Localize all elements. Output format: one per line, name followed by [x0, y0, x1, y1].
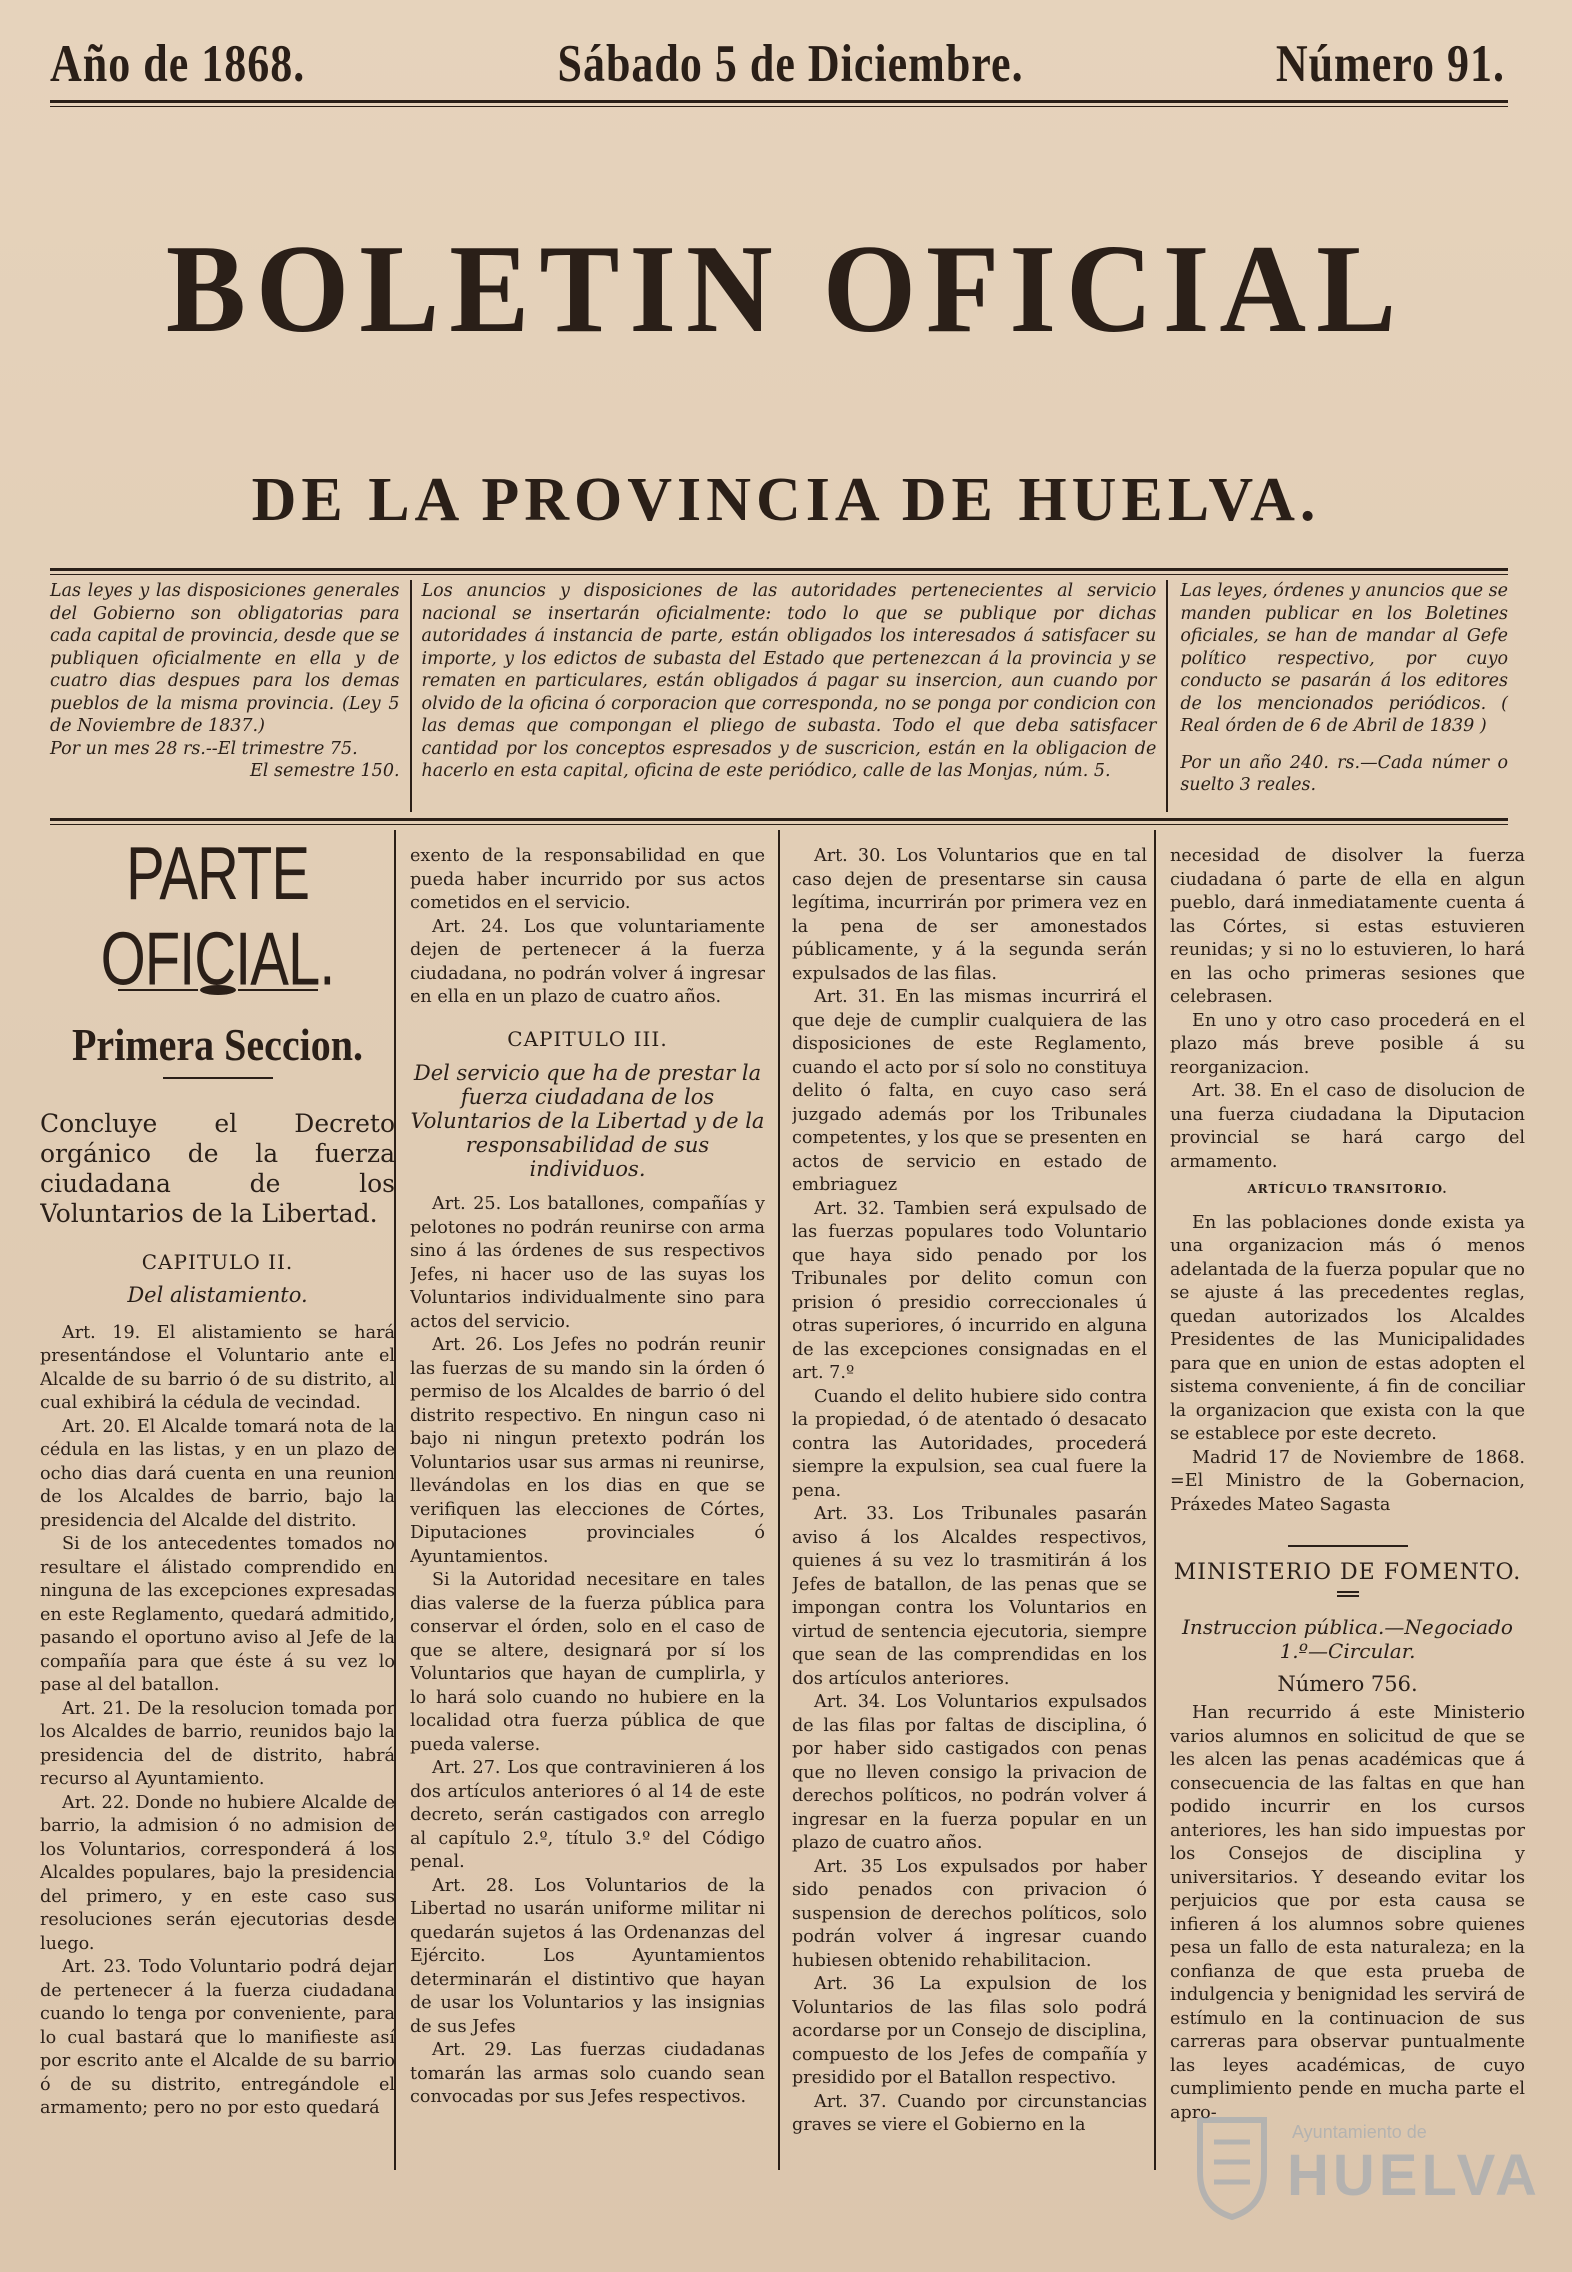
watermark-city: HUELVA [1287, 2143, 1541, 2208]
article-paragraph: Art. 29. Las fuerzas ciudadanas tomarán las armas solo cuando sean convocadas por sus Jefes respectivos. [410, 2040, 765, 2107]
decree-title: Concluye el Decreto orgánico de la fuerza ciudadana de los Voluntarios de la Libertad. [40, 1108, 395, 1228]
article-paragraph: Art. 23. Todo Voluntario podrá dejar de pertenecer á la fuerza ciudadana cuando lo tenga por conveniente, para lo cual bastará que lo manifieste así por escrito ante el Alcalde de su barrio ó de su distrito, entregándole el armamento; pero no por esto quedará [40, 1957, 395, 2118]
notice-laws [50, 580, 410, 812]
ministry-heading: MINISTERIO DE FOMENTO. [1173, 1560, 1522, 1585]
chapter-subtitle: Del alistamiento. [127, 1283, 308, 1307]
notice-price-year: Por un año 240. rs.—Cada númer o suelto 3 reales. [1180, 752, 1508, 795]
newspaper-title: BOLETIN OFICIAL [165, 218, 1407, 359]
article-column-1 [40, 845, 395, 2175]
article-paragraph: En uno y otro caso procederá en el plazo más breve posible á su reorganizacion. [1170, 1010, 1525, 1078]
notice-laws-text: Las leyes y las disposiciones generales del Gobierno son obligatorias para cada capital de provincia, desde que se publiquen oficialmente en ella y de cuatro dias despues para los demas pueblos de la misma provincia. (Ley 5 de Noviembre de 1837.) [50, 581, 400, 736]
body-top-rule [50, 818, 1508, 821]
chapter-subtitle: Del servicio que ha de prestar la fuerza ciudadana de los Voluntarios de la Libertad y de la responsabilidad de sus individuos. [410, 1061, 765, 1181]
watermark-label: Ayuntamiento de [1292, 2122, 1427, 2142]
article-paragraph: Art. 30. Los Voluntarios que en tal caso dejen de presentarse sin causa legítima, incurrirán por primera vez en la pena de ser amonestados públicamente, y á la segunda serán expulsados de las filas. [792, 846, 1147, 984]
article-paragraph: Art. 34. Los Voluntarios expulsados de las filas por faltas de disciplina, ó por haber sido castigados con penas que no lleven consigo la privacion de derechos políticos, no podrán volver á ingresar en la fuerza popular en un plazo de cuatro años. [792, 1692, 1147, 1853]
city-shield-icon [1192, 2112, 1272, 2222]
article-paragraph: Art. 31. En las mismas incurrirá el que deje de cumplir cualquiera de las disposiciones de este Reglamento, cuando el acto por sí solo no constituya delito ó falta, en cuyo caso será juzgado además por los Tribunales competentes, y los que se presenten en actos de servicio en estado de embriaguez [792, 987, 1147, 1195]
short-divider [163, 1077, 273, 1079]
short-divider [1337, 1591, 1359, 1593]
masthead-rule [50, 100, 1508, 103]
article-paragraph: Art. 22. Donde no hubiere Alcalde de barrio, la admision ó no admision de los Voluntarios, corresponderá á los Alcaldes populares, bajo la presidencia del primero, y en este caso sus resoluciones serán ejecutorias desde luego. [40, 1792, 395, 1954]
notice-price-semester: El semestre 150. [250, 761, 400, 781]
transitory-article-heading: ARTÍCULO TRANSITORIO. [1247, 1182, 1448, 1196]
article-column-2 [410, 845, 765, 2175]
notice-publication-text: Las leyes, órdenes y anuncios que se manden publicar en los Boletines oficiales, se han de mandar al Gefe político respectivo, por cuyo conducto se pasarán á los editores de los mencionados periódicos. ( Real órden de 6 de Abril de 1839 ) [1180, 581, 1508, 736]
article-paragraph: Art. 35 Los expulsados por haber sido penados con privacion ó suspension de derechos políticos, solo podrán volver á ingresar cuando hubiesen obtenido rehabilitacion. [792, 1856, 1147, 1971]
section-heading: PARTE OFICIAL. [100, 845, 335, 1002]
short-divider [1337, 1595, 1359, 1597]
newspaper-subtitle: DE LA PROVINCIA DE HUELVA. [251, 466, 1321, 534]
issue-number: Número 91. [1275, 33, 1505, 93]
article-paragraph: Art. 33. Los Tribunales pasarán aviso á los Alcaldes respectivos, quienes á su vez lo trasmitirán á los Jefes de batallon, de las penas que se impongan contra los Voluntarios en virtud de sentencia ejecutoria, siempre que sean de las comprendidas en los dos artículos anteriores. [792, 1504, 1147, 1689]
article-paragraph: necesidad de disolver la fuerza ciudadana ó parte de ella en algun pueblo, dará inmediatamente cuenta á las Córtes, si estas estuvieren reunidas; y si no lo estuvieren, lo hará en las ocho primeras sesiones que celebrasen. [1170, 846, 1525, 1007]
masthead-dateline [50, 28, 1505, 98]
article-paragraph: exento de la responsabilidad en que pueda haber incurrido por sus actos cometidos en el servicio. [410, 846, 765, 913]
article-paragraph: Art. 21. De la resolucion tomada por los Alcaldes de barrio, reunidos bajo la presidencia del de distrito, habrá recurso al Ayuntamiento. [40, 1698, 395, 1789]
notice-price-month: Por un mes 28 rs.--El trimestre 75. [50, 738, 358, 759]
circular-number: Número 756. [1277, 1671, 1418, 1696]
article-paragraph: Art. 37. Cuando por circunstancias graves se viere el Gobierno en la [792, 2091, 1147, 2135]
notice-announcements [410, 580, 1169, 812]
subsection-heading: Primera Seccion. [72, 1018, 363, 1071]
article-paragraph: Han recurrido á este Ministerio varios alumnos en solicitud de que se les alcen las penas académicas que á consecuencia de las faltas en que han podido incurrir en los cursos anteriores, les han sido impuestas por los Consejos de disciplina y universitarios. Y deseando evitar los perjuicios que por esta causa se infieren á los alumnos sobre quienes pesa un fallo de esta naturaleza; en la confianza de que esta prueba de indulgencia y benignidad les servirá de estímulo en la continuacion de sus carreras para observar puntualmente las leyes académicas, de cuyo cumplimiento pende en mucha parte el apro- [1170, 1703, 1525, 2123]
masthead-rule-thin [50, 106, 1508, 107]
notice-announcements-text: Los anuncios y disposiciones de las autoridades pertenecientes al servicio nacional se insertarán oficialmente: todo lo que se publique por dichas autoridades á instancia de parte, están obligados los interesados á satisfacer su importe, y los edictos de subasta del Estado que pertenezcan á la provincia y se rematen en particulares, están obligados á pagar su insercion, aun cuando por olvido de la oficina ó corporacion que corresponda, no se ponga por condicion con las demas que compongan el pliego de subasta. Todo el que deba satisfacer cantidad por los conceptos espresados y de suscricion, están en la obligacion de hacerlo en esta capital, oficina de este periódico, calle de las Monjas, núm. 5. [421, 581, 1157, 781]
article-column-3 [792, 845, 1147, 2175]
article-paragraph: Art. 24. Los que voluntariamente dejen de pertenecer á la fuerza ciudadana, no podrán volver á ingresar en ella en un plazo de cuatro años. [410, 916, 765, 1007]
article-paragraph: Art. 38. En el caso de disolucion de una fuerza ciudadana la Diputacion provincial se hará cargo del armamento. [1170, 1081, 1525, 1172]
body-top-rule-thin [50, 824, 1508, 825]
article-column-4 [1170, 845, 1525, 2175]
chapter-heading: CAPITULO II. [141, 1249, 294, 1274]
article-paragraph: Art. 20. El Alcalde tomará nota de la cédula en las listas, y en un plazo de ocho dias dará cuenta en una reunion de los Alcaldes de barrio, bajo la presidencia del Alcalde del distrito. [40, 1416, 395, 1531]
article-paragraph: Art. 27. Los que contravinieren á los dos artículos anteriores ó al 14 de este decreto, serán castigados con arreglo al capítulo 2.º, título 3.º del Código penal. [410, 1758, 765, 1872]
article-paragraph: Art. 25. Los batallones, compañías y pelotones no podrán reunirse con arma sino á las órdenes de sus respectivos Jefes, ni hacer uso de las suyas los Voluntarios individualmente sino para actos del servicio. [410, 1194, 765, 1332]
issue-year: Año de 1868. [50, 33, 306, 93]
notice-publication [1168, 580, 1508, 812]
chapter-heading: CAPITULO III. [507, 1026, 668, 1051]
article-paragraph: Si de los antecedentes tomados no resultare el álistado comprendido en ninguna de las excepciones expresadas en este Reglamento, quedará admitido, pasando el oportuno aviso al Jefe de la compañía para que éste á su vez lo pase al del batallon. [40, 1534, 395, 1695]
article-paragraph: Art. 26. Los Jefes no podrán reunir las fuerzas de su mando sin la órden ó permiso de los Alcaldes de barrio ó del distrito respectivo. En ningun caso ni bajo ni ningun pretexto podrán los Voluntarios usar sus armas ni reunirse, llevándolas en los dias en que se verifiquen las elecciones de Córtes, Diputaciones provinciales ó Ayuntamientos. [410, 1335, 765, 1567]
short-divider [1288, 1545, 1408, 1547]
notice-top-rule-thin [50, 574, 1508, 575]
article-paragraph: Art. 28. Los Voluntarios de la Libertad no usarán uniforme militar ni quedarán sujetos á las Ordenanzas del Ejército. Los Ayuntamientos determinarán el distintivo que hayan de usar los Voluntarios y las insignias de sus Jefes [410, 1875, 765, 2037]
notice-top-rule [50, 568, 1508, 571]
article-paragraph: En las poblaciones donde exista ya una organizacion más ó menos adelantada de la fuerza popular que no se ajuste á las precedentes reglas, quedan autorizados los Alcaldes Presidentes de las Municipalidades para que en union de estas adopten el sistema conveniente, á fin de conciliar la organizacion que exista con la que se establece por este decreto. [1170, 1212, 1525, 1444]
article-paragraph: Si la Autoridad necesitare en tales dias valerse de la fuerza pública para conservar el órden, solo en el caso de que se altere, designará por sí los Voluntarios que hayan de cumplirla, y lo hará solo cuando no hubiere en la localidad otra fuerza pública de que pueda valerse. [410, 1570, 765, 1755]
article-paragraph: Cuando el delito hubiere sido contra la propiedad, ó de atentado ó desacato contra las Autoridades, procederá siempre la expulsion, sea cual fuere la pena. [792, 1386, 1147, 1501]
archive-watermark [1192, 2102, 1541, 2232]
legal-notices [50, 580, 1508, 812]
signature-line: Madrid 17 de Noviembre de 1868. =El Ministro de la Gobernacion, Práxedes Mateo Sagasta [1170, 1447, 1525, 1515]
circular-heading: Instruccion pública.—Negociado 1.º—Circular. [1182, 1614, 1513, 1663]
article-paragraph: Art. 36 La expulsion de los Voluntarios de las filas solo podrá acordarse por un Consejo de disciplina, compuesto de los Jefes de compañía y presidido por el Batallon respectivo. [792, 1974, 1147, 2088]
column-divider [778, 830, 780, 2170]
column-divider [1154, 830, 1156, 2170]
article-paragraph: Art. 19. El alistamiento se hará presentándose el Voluntario ante el Alcalde de su barrio ó de su distrito, al cual exhibirá la cédula de vecindad. [40, 1322, 395, 1413]
issue-date: Sábado 5 de Diciembre. [557, 33, 1024, 93]
article-paragraph: Art. 32. Tambien será expulsado de las fuerzas populares todo Voluntario que haya sido penado por los Tribunales por delito comun con prision ó presidio correccionales ú otras superiores, ó incurrido en alguna de las excepciones consignadas en el art. 7.º [792, 1198, 1147, 1383]
